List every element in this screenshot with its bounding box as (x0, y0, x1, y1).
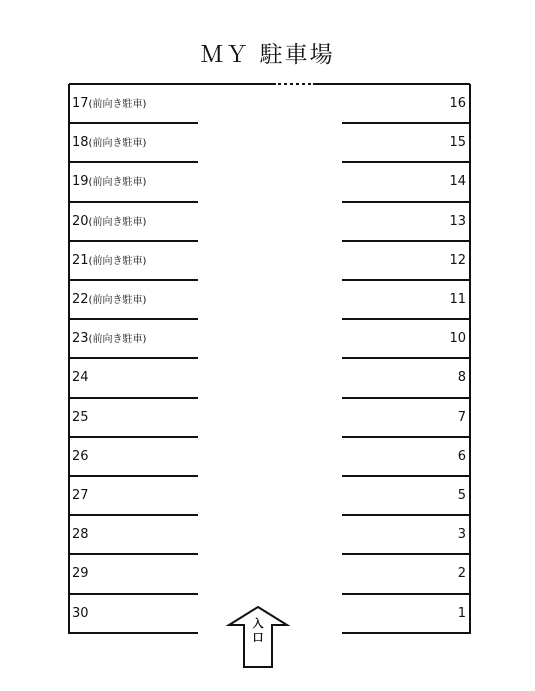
entrance-label (249, 617, 267, 645)
slot-number: 23 (72, 331, 89, 346)
left-slot-label (72, 566, 89, 582)
right-slot-label: 5 (457, 488, 466, 503)
left-slot-label (72, 527, 89, 543)
slot-number: 27 (72, 488, 89, 503)
left-slot-label (72, 214, 146, 231)
left-slot-label (72, 292, 146, 309)
slot-number: 18 (72, 135, 89, 150)
slot-number: 25 (72, 410, 89, 425)
entrance-label-line1: 入 (252, 617, 264, 630)
right-slot-label: 15 (449, 135, 466, 150)
slot-dividers (69, 123, 470, 633)
left-slot-label (72, 370, 89, 386)
right-slot-label: 11 (449, 292, 466, 307)
slot-note: (前向き駐車) (88, 217, 147, 228)
left-slot-label (72, 253, 146, 270)
slot-number: 30 (72, 606, 89, 621)
left-slot-label (72, 331, 146, 348)
entrance-label-line2: 口 (252, 631, 264, 644)
slot-note: (前向き駐車) (88, 295, 147, 306)
slot-number: 28 (72, 527, 89, 542)
slot-note: (前向き駐車) (88, 138, 147, 149)
right-slot-label: 3 (457, 527, 466, 542)
right-slot-label: 16 (449, 96, 466, 111)
slot-note: (前向き駐車) (88, 99, 147, 110)
slot-number: 17 (72, 96, 89, 111)
right-slot-label: 14 (449, 174, 466, 189)
slot-number: 26 (72, 449, 89, 464)
slot-note: (前向き駐車) (88, 334, 147, 345)
left-slot-label (72, 449, 89, 465)
slot-number: 19 (72, 174, 89, 189)
slot-note: (前向き駐車) (88, 256, 147, 267)
left-slot-label (72, 174, 146, 191)
slot-number: 24 (72, 370, 89, 385)
right-slot-label: 10 (449, 331, 466, 346)
right-slot-label: 13 (449, 214, 466, 229)
right-slot-label: 8 (457, 370, 466, 385)
right-slot-label: 7 (457, 410, 466, 425)
left-slot-label (72, 488, 89, 504)
left-slot-label (72, 606, 89, 622)
left-slot-label (72, 410, 89, 426)
right-slot-label: 12 (449, 253, 466, 268)
right-slot-label: 2 (457, 566, 466, 581)
slot-number: 29 (72, 566, 89, 581)
slot-note: (前向き駐車) (88, 177, 147, 188)
left-slot-label (72, 135, 146, 152)
slot-number: 20 (72, 214, 89, 229)
right-slot-label: 1 (457, 606, 466, 621)
page-title: ＭＹ 駐車場 (200, 42, 335, 68)
left-slot-label (72, 96, 146, 113)
slot-number: 21 (72, 253, 89, 268)
right-slot-label: 6 (457, 449, 466, 464)
slot-number: 22 (72, 292, 89, 307)
